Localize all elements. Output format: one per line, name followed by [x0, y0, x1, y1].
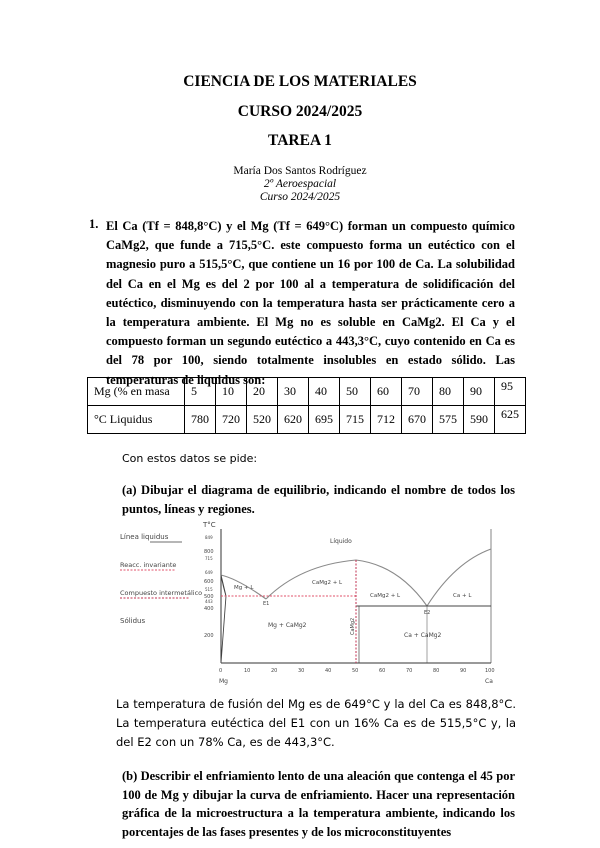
- y-tick: 600: [204, 579, 214, 585]
- table-cell: 780: [185, 406, 216, 434]
- x-tick: 40: [325, 668, 332, 674]
- table-cell: 695: [309, 406, 340, 434]
- table-cell: 712: [371, 406, 402, 434]
- point-e2: E2: [424, 610, 431, 616]
- table-cell: 60: [371, 378, 402, 406]
- y-tick: 715: [205, 556, 213, 561]
- y-axis-label: T°C: [203, 521, 216, 529]
- y-tick: 800: [204, 549, 214, 555]
- temperatures-text: La temperatura de fusión del Mg es de 649°C y la del Ca es 848,8°C. La temperatura eutéctica del E1 con un 16% Ca es de 515,5°C y, la del E2 con un 78% Ca, es de 443,3°C.: [116, 697, 516, 749]
- legend-liquidus: Línea liquidus: [120, 533, 169, 541]
- x-tick: 10: [244, 668, 251, 674]
- x-tick: 100: [485, 668, 495, 674]
- table-cell: 40: [309, 378, 340, 406]
- part-b-text: (b) Describir el enfriamiento lento de una aleación que contenga el 45 por 100 de Mg y dibujar la curva de enfriamiento. Hacer una representación gráfica de la microestructura a la temperatura ambiente, indicando los porcentajes de las fases presentes y de los microconstituyentes: [122, 769, 515, 839]
- table-cell: 90: [464, 378, 495, 406]
- y-tick: 649: [205, 570, 213, 575]
- author-name: María Dos Santos Rodríguez: [233, 165, 367, 177]
- table-cell: 625: [495, 406, 526, 434]
- table-header-temp: °C Liquidus: [88, 406, 185, 434]
- table-header-mg: Mg (% en masa: [88, 378, 185, 406]
- x-tick: 90: [460, 668, 467, 674]
- x-tick: 60: [379, 668, 386, 674]
- legend-invariant: Reacc. invariante: [120, 561, 177, 569]
- x-tick: 70: [406, 668, 413, 674]
- x-label-mg: Mg: [219, 678, 228, 685]
- table-cell: 5: [185, 378, 216, 406]
- table-cell: 50: [340, 378, 371, 406]
- y-tick: 515: [205, 587, 213, 592]
- liquidus-camg2: [266, 560, 427, 606]
- author-degree: 2º Aeroespacial: [263, 178, 337, 190]
- table-cell: 720: [216, 406, 247, 434]
- region-liquido: Líquido: [330, 538, 352, 545]
- legend-solidus: Sólidus: [120, 617, 146, 625]
- task-title: TAREA 1: [268, 132, 332, 149]
- region-camg2-l-left: CaMg2 + L: [312, 580, 343, 586]
- x-tick: 20: [271, 668, 278, 674]
- x-tick: 0: [219, 668, 223, 674]
- x-tick: 30: [298, 668, 305, 674]
- table-cell: 30: [278, 378, 309, 406]
- point-e1: E1: [263, 601, 270, 607]
- table-row-mg: [88, 378, 526, 406]
- x-tick: 50: [352, 668, 359, 674]
- table-cell: 520: [247, 406, 278, 434]
- table-cell: 10: [216, 378, 247, 406]
- part-a-text: (a) Dibujar el diagrama de equilibrio, indicando el nombre de todos los puntos, líneas y regiones.: [122, 483, 515, 516]
- table-cell: 590: [464, 406, 495, 434]
- table-cell: 620: [278, 406, 309, 434]
- question-text: El Ca (Tf = 848,8°C) y el Mg (Tf = 649°C) forman un compuesto químico CaMg2, que funde a 715,5°C. este compuesto forma un eutéctico con el magnesio puro a 515,5°C, que contiene un 16 por 100 de Ca. La solubilidad del Ca en el Mg es del 2 por 100 al a temperatura de solidificación del eutéctico, disminuyendo con la temperatura hasta ser prácticamente cero a la temperatura ambiente. El Mg no es soluble en CaMg2. El Ca y el compuesto forman un segundo eutéctico a 443,3°C, cuyo contenido en Ca es del 78 por 100, siendo totalmente insolubles en estado sólido. Las temperaturas de liquidus son:: [106, 219, 515, 387]
- legend-compound: Compuesto intermetálico: [120, 589, 203, 597]
- table-cell: 95: [495, 378, 526, 406]
- y-tick: 500: [204, 594, 214, 600]
- region-ca-l: Ca + L: [453, 593, 472, 599]
- x-label-ca: Ca: [485, 678, 493, 685]
- table-cell: 715: [340, 406, 371, 434]
- table-cell: 20: [247, 378, 278, 406]
- region-ca-camg2: Ca + CaMg2: [404, 632, 442, 639]
- author-course: Curso 2024/2025: [259, 191, 341, 203]
- y-tick: 849: [205, 535, 213, 540]
- region-camg2: CaMg2: [350, 617, 356, 635]
- table-cell: 70: [402, 378, 433, 406]
- table-cell: 80: [433, 378, 464, 406]
- course-title: CIENCIA DE LOS MATERIALES: [183, 73, 417, 90]
- y-tick: 400: [204, 606, 214, 612]
- y-tick: 443: [205, 599, 213, 604]
- region-mg-camg2: Mg + CaMg2: [268, 622, 307, 629]
- liquidus-table: [87, 377, 526, 434]
- table-cell: 670: [402, 406, 433, 434]
- course-year: CURSO 2024/2025: [237, 103, 363, 120]
- x-tick: 80: [433, 668, 440, 674]
- pide-text: Con estos datos se pide:: [122, 452, 258, 465]
- table-cell: 575: [433, 406, 464, 434]
- table-row-temp: [88, 406, 526, 434]
- phase-diagram: [0, 517, 600, 697]
- question-number: 1.: [89, 217, 99, 231]
- region-mg-l: Mg + L: [234, 585, 254, 591]
- y-tick: 200: [204, 633, 214, 639]
- region-camg2-l-right: CaMg2 + L: [370, 593, 401, 599]
